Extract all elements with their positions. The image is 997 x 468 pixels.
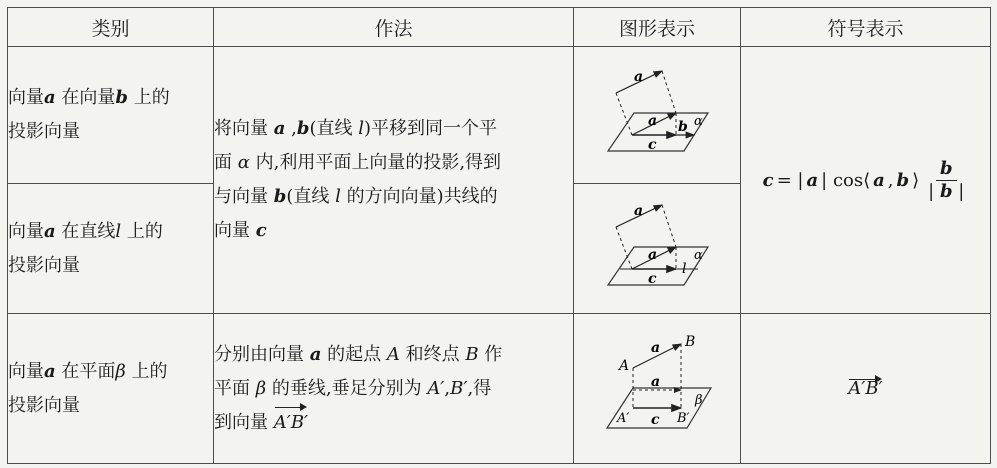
text: 投影向量 bbox=[8, 121, 80, 142]
var-A: A bbox=[386, 343, 400, 365]
var-A-prime: A′ bbox=[427, 377, 445, 399]
text: 作 bbox=[478, 343, 503, 365]
figure-vector-projection-diagram bbox=[602, 63, 712, 163]
var-b: b bbox=[115, 87, 128, 108]
text: | cos⟨ bbox=[821, 169, 871, 191]
text: 的起点 bbox=[321, 343, 387, 365]
text: ⟩ bbox=[912, 169, 920, 191]
text: , bbox=[444, 377, 451, 399]
text: 上的 bbox=[128, 87, 170, 108]
figure-vector-on-vector bbox=[574, 47, 741, 184]
text: (直线 bbox=[286, 186, 336, 207]
var-beta: β bbox=[115, 360, 126, 382]
text: 平面 bbox=[214, 377, 256, 399]
label-c: c bbox=[651, 411, 660, 428]
label-l: l bbox=[682, 260, 687, 277]
var-a: a bbox=[44, 220, 56, 242]
text: 向量 bbox=[214, 220, 256, 241]
text: 在直线 bbox=[55, 220, 116, 242]
vector-A-prime-B-prime: A′B′ bbox=[848, 378, 883, 399]
text: 向量 bbox=[8, 360, 44, 382]
text: 和终点 bbox=[399, 343, 466, 365]
category-vector-on-vector bbox=[8, 47, 214, 184]
var-a: a bbox=[44, 87, 56, 108]
var-l: l bbox=[335, 186, 341, 207]
projection-formula bbox=[763, 158, 969, 203]
text: 上的 bbox=[121, 220, 163, 242]
row-vector-on-plane bbox=[8, 314, 991, 464]
var-c: c bbox=[255, 220, 267, 241]
var-a: a bbox=[309, 343, 322, 365]
label-a: a bbox=[634, 69, 644, 85]
var-beta: β bbox=[255, 377, 267, 399]
var-alpha: α bbox=[237, 152, 250, 173]
text: = | bbox=[776, 169, 804, 191]
label-B-prime: B′ bbox=[677, 410, 690, 426]
text: 分别由向量 bbox=[214, 343, 310, 365]
header-method: 作法 bbox=[214, 8, 574, 47]
label-c: c bbox=[648, 270, 657, 287]
text: , bbox=[887, 169, 894, 191]
var-a: a bbox=[273, 118, 286, 139]
text: 在平面 bbox=[55, 360, 116, 382]
text: 的方向向量)共线的 bbox=[340, 186, 498, 207]
label-alpha: α bbox=[694, 247, 703, 263]
label-c: c bbox=[648, 137, 657, 153]
text: 的垂线,垂足分别为 bbox=[266, 377, 428, 399]
figure-vector-on-line bbox=[574, 184, 741, 314]
dashed-line bbox=[616, 93, 632, 135]
text: 向量 bbox=[8, 87, 44, 108]
header-category: 类别 bbox=[8, 8, 214, 47]
fraction-numerator: b bbox=[936, 158, 957, 181]
figure-vector-on-plane bbox=[574, 314, 741, 464]
var-l: l bbox=[358, 118, 364, 139]
plane-alpha bbox=[608, 247, 708, 285]
header-figure: 图形表示 bbox=[574, 8, 741, 47]
text: 面 bbox=[214, 152, 238, 173]
dashed-line bbox=[616, 227, 632, 269]
label-alpha: α bbox=[694, 114, 703, 129]
dashed-line bbox=[662, 71, 676, 113]
text: ,得 bbox=[467, 377, 492, 399]
label-A-prime: A′ bbox=[617, 410, 630, 426]
label-a: a bbox=[634, 202, 644, 219]
var-B: B bbox=[465, 343, 479, 365]
label-a: a bbox=[651, 373, 661, 390]
text: | bbox=[952, 180, 965, 202]
text: (直线 bbox=[309, 118, 359, 139]
text: , bbox=[285, 118, 297, 139]
text: 到向量 bbox=[214, 411, 274, 433]
label-beta: β bbox=[695, 392, 703, 408]
text: 内,利用平面上向量的投影,得到 bbox=[249, 152, 502, 173]
text: )平移到同一个平 bbox=[363, 118, 497, 139]
symbol-rows-1-2 bbox=[741, 47, 991, 314]
var-a: a bbox=[806, 169, 819, 191]
category-vector-on-line bbox=[8, 184, 214, 314]
label-b: b bbox=[678, 119, 688, 135]
label-a: a bbox=[648, 246, 658, 263]
text: 上的 bbox=[125, 360, 168, 382]
text: 投影向量 bbox=[8, 254, 80, 276]
text: 投影向量 bbox=[8, 394, 80, 416]
var-c: c bbox=[762, 169, 774, 191]
text: 向量 bbox=[8, 220, 44, 242]
symbol-vector-on-plane bbox=[741, 314, 991, 464]
dashed-line bbox=[662, 205, 676, 247]
var-a: a bbox=[873, 169, 885, 191]
var-b: b bbox=[939, 180, 953, 202]
fraction-denominator bbox=[924, 181, 968, 203]
label-a: a bbox=[651, 339, 661, 356]
header-row bbox=[8, 8, 991, 47]
text: 与向量 bbox=[214, 186, 274, 207]
var-b: b bbox=[273, 186, 287, 207]
projection-vector-table bbox=[7, 7, 991, 464]
text: 在向量 bbox=[55, 87, 116, 108]
method-vector-on-plane bbox=[214, 314, 574, 464]
var-b: b bbox=[896, 169, 910, 191]
var-l: l bbox=[115, 220, 122, 242]
text: | bbox=[928, 180, 940, 202]
var-b: b bbox=[296, 118, 310, 139]
figure-plane-projection-diagram bbox=[599, 332, 715, 442]
row-vector-on-vector bbox=[8, 47, 991, 184]
label-B: B bbox=[685, 333, 696, 350]
method-rows-1-2 bbox=[214, 47, 574, 314]
header-symbol: 符号表示 bbox=[741, 8, 991, 47]
category-vector-on-plane bbox=[8, 314, 214, 464]
label-A: A bbox=[619, 357, 630, 374]
var-B-prime: B′ bbox=[450, 377, 468, 399]
var-a: a bbox=[44, 360, 56, 382]
plane-alpha bbox=[608, 113, 708, 151]
vector-A-prime-B-prime: A′B′ bbox=[274, 406, 308, 440]
fraction bbox=[924, 158, 968, 203]
figure-line-projection-diagram bbox=[602, 197, 712, 297]
text: 将向量 bbox=[214, 118, 274, 139]
label-a: a bbox=[648, 113, 658, 129]
